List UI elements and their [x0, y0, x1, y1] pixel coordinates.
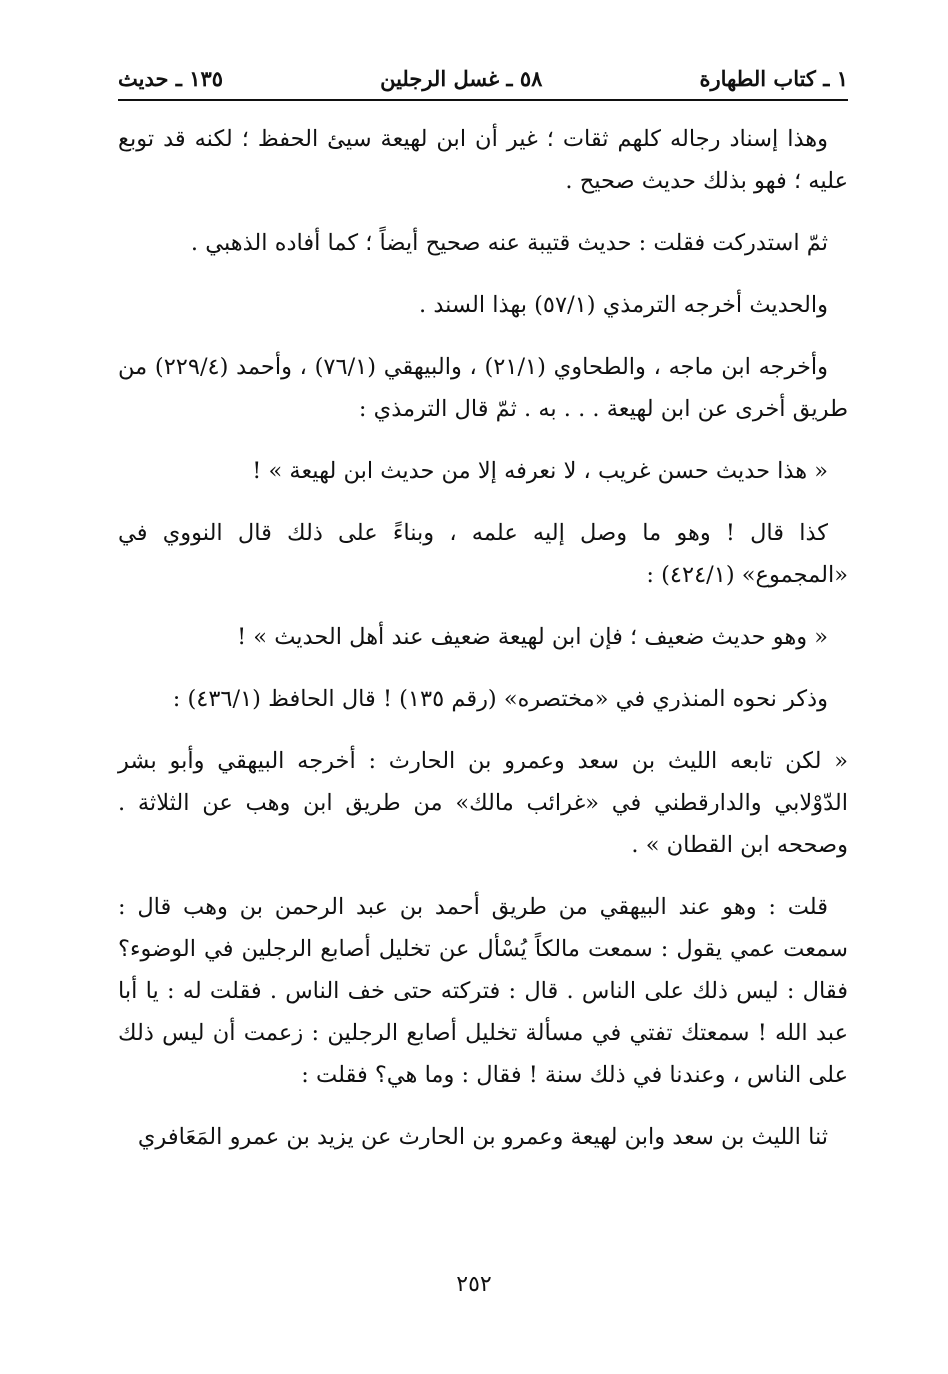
- quote-tirmidhi: « هذا حديث حسن غريب ، لا نعرفه إلا من حديث ابن لهيعة » !: [252, 458, 828, 484]
- paragraph-tirmidhi: والحديث أخرجه الترمذي (٥٧/١) بهذا السند .: [419, 292, 828, 318]
- header-divider: [118, 99, 848, 101]
- quote-hafiz: « لكن تابعه الليث بن سعد وعمرو بن الحارث : أخرجه البيهقي وأبو بشر الدّوْلابي والدارقطني في «غرائب مالك» من طريق ابن وهب عن الثلاثة . وصححه ابن القطان » .: [118, 748, 848, 858]
- header-chapter: ١ ـ كتاب الطهارة: [699, 65, 848, 91]
- paragraph-correction: ثمّ استدركت فقلت : حديث قتيبة عنه صحيح أيضاً ؛ كما أفاده الذهبي .: [190, 230, 828, 256]
- header-section: ٥٨ ـ غسل الرجلين: [380, 65, 543, 91]
- paragraph-bayhaqi: قلت : وهو عند البيهقي من طريق أحمد بن عبد الرحمن بن وهب قال : سمعت عمي يقول : سمعت مالكاً يُسْأل عن تخليل أصابع الرجلين في الوضوء؟ فقال : ليس ذلك على الناس . قال : فتركته حتى خف الناس . فقلت له : يا أبا عبد الله ! سمعتك تفتي في مسألة تخليل أصابع الرجلين : زعمت أن ليس ذلك على الناس ، وعندنا في ذلك سنة ! فقال : وما هي؟ فقلت :: [118, 894, 848, 1088]
- paragraph-mundhiri: وذكر نحوه المنذري في «مختصره» (رقم ١٣٥) ! قال الحافظ (٤٣٦/١) :: [172, 686, 828, 712]
- paragraph-chain: ثنا الليث بن سعد وابن لهيعة وعمرو بن الحارث عن يزيد بن عمرو المَعَافري: [137, 1124, 828, 1150]
- paragraph-nawawi: كذا قال ! وهو ما وصل إليه علمه ، وبناءً على ذلك قال النووي في «المجموع» (٤٢٤/١) :: [118, 520, 848, 588]
- page-number: ٢٥٢: [456, 1272, 492, 1297]
- quote-nawawi: « وهو حديث ضعيف ؛ فإن ابن لهيعة ضعيف عند أهل الحديث » !: [237, 624, 828, 650]
- running-header: [118, 58, 848, 98]
- page-body: [118, 118, 848, 1178]
- paragraph-isnad: وهذا إسناد رجاله كلهم ثقات ؛ غير أن ابن لهيعة سيئ الحفظ ؛ لكنه قد توبع عليه ؛ فهو بذلك حديث صحيح .: [118, 126, 848, 194]
- paragraph-takhrij: وأخرجه ابن ماجه ، والطحاوي (٢١/١) ، والبيهقي (٧٦/١) ، وأحمد (٢٢٩/٤) من طريق أخرى عن ابن لهيعة . . . به . ثمّ قال الترمذي :: [118, 354, 848, 422]
- header-hadith-number: ١٣٥ ـ حديث: [118, 65, 224, 91]
